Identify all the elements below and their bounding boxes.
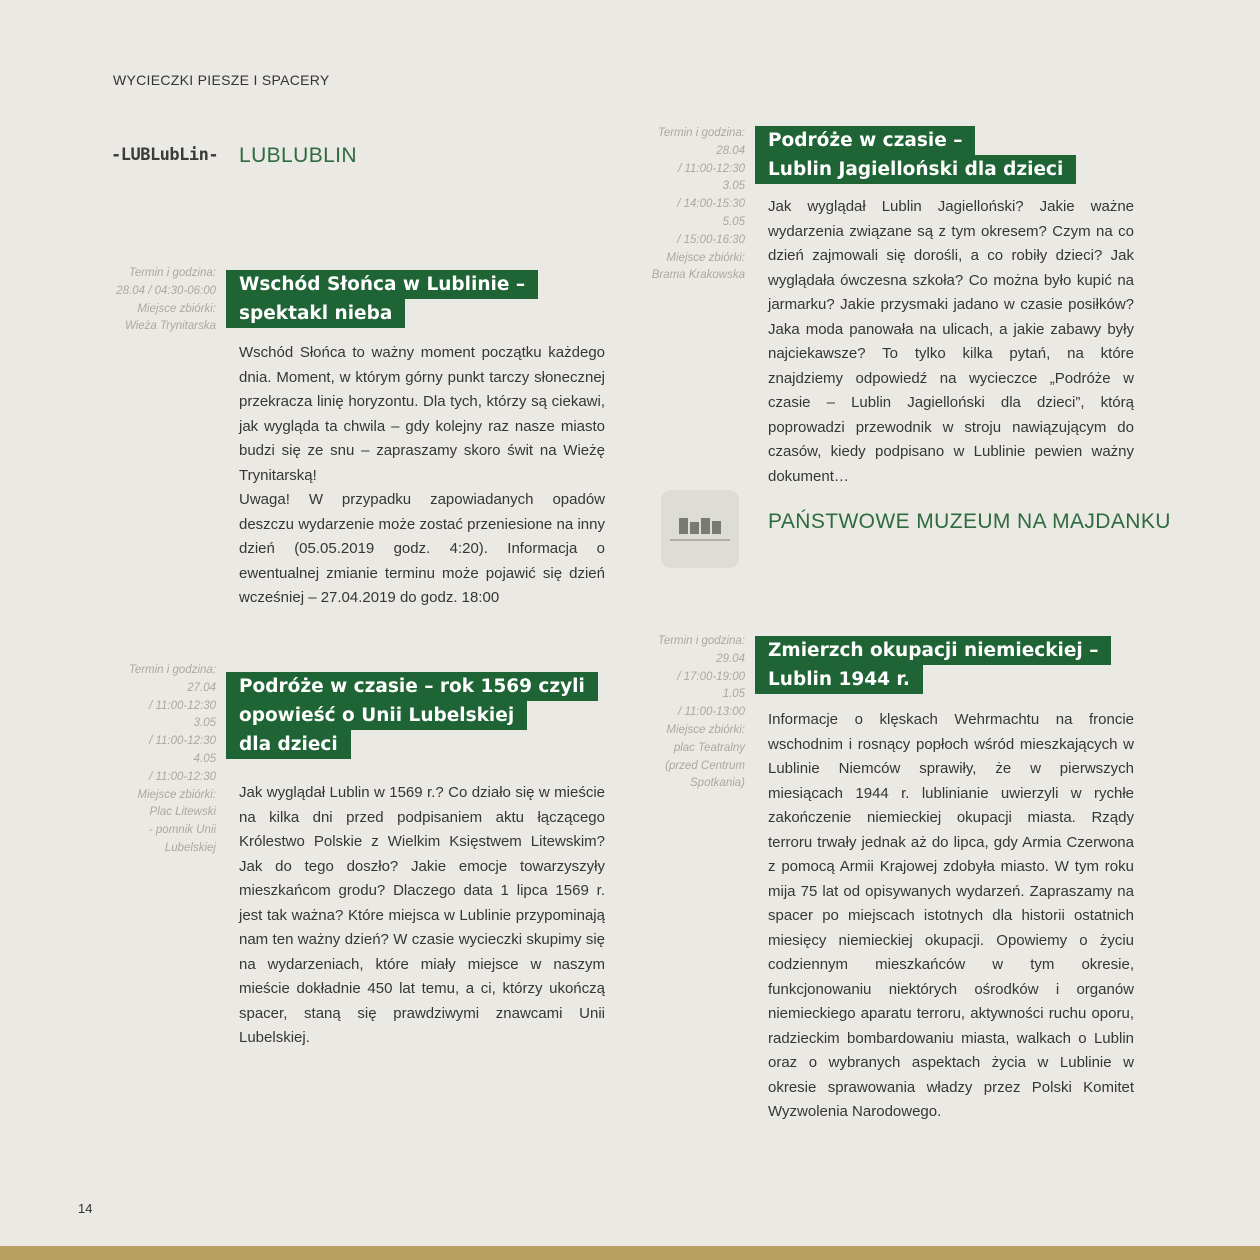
event-title-line: dla dzieci (226, 730, 351, 759)
meta-date: 3.05 (193, 717, 216, 730)
museum-logo-mark (679, 518, 721, 534)
meta-date: 28.04 (716, 144, 745, 157)
event-title (226, 672, 598, 759)
event-title-line: spektakl nieba (226, 299, 405, 328)
description-paragraph: Jak wyglądał Lublin Jagielloński? Jakie ważne wydarzenia związane są z tym okresem? Czym na co dzień zajmowali się dorośli, a co robiły dzieci? Jak wyglądała ówczesna szkoła? Co można było kupić na jarmarku? Jakie przysmaki jadano w czasie posiłków? Jaka moda panowała na ulicach, a jakie zabawy były najciekawsze? To tylko kilka pytań, na które znajdziemy odpowiedź na wycieczce „Podróże w czasie – Lublin Jagielloński dla dzieci”, którą poprowadzi przewodnik w stroju nawiązującym do czasów, kiedy podpisano w Lublinie pewien ważny dokument… (768, 198, 1134, 485)
meta-label: Miejsce zbiórki: (666, 723, 745, 736)
description-paragraph: Wschód Słońca to ważny moment początku każdego dnia. Moment, w którym górny punkt tarczy słonecznej przekracza linię horyzontu. Dla tych, którzy są ciekawi, jak wygląda ta chwila – gdy kolejny raz nasze miasto budzi się ze snu – zapraszamy skoro świt na Wieżę Trynitarską! (239, 344, 605, 484)
meta-time: / 11:00-12:30 (678, 162, 745, 175)
meta-place: plac Teatralny (673, 741, 745, 754)
meta-place: - pomnik Unii (148, 824, 216, 837)
event-description (239, 341, 605, 611)
description-paragraph: Jak wyglądał Lublin w 1569 r.? Co działo się w mieście na kilka dni przed podpisaniem aktu łączącego Królestwo Polskie z Wielkim Księstwem Litewskim? Jak do tego doszło? Jakie emocje towarzyszyły mieszkańcom grodu? Dlaczego data 1 lipca 1569 r. jest tak ważna? Które miejsca w Lublinie przypominają nam ten ważny dzień? W czasie wycieczki skupimy się na wydarzeniach, które miały miejsce w naszym mieście dokładnie 450 lat temu, a ci, którzy ukończą spacer, staną się prawdziwymi znawcami Unii Lubelskiej. (239, 784, 605, 1046)
meta-time: / 15:00-16:30 (677, 233, 745, 246)
meta-label: Miejsce zbiórki: (137, 788, 216, 801)
meta-label: Termin i godzina: (657, 127, 745, 139)
meta-label: Miejsce zbiórki: (666, 251, 745, 264)
meta-date: 1.05 (722, 688, 745, 701)
meta-time: / 14:00-15:30 (677, 198, 745, 211)
meta-time: / 11:00-12:30 (149, 735, 216, 748)
meta-place: Wieża Trynitarska (124, 320, 216, 333)
meta-time: / 17:00-19:00 (677, 670, 745, 683)
event-title-line: Podróże w czasie – rok 1569 czyli (226, 672, 598, 701)
page-number: 14 (78, 1201, 93, 1216)
meta-date: 3.05 (722, 180, 745, 193)
event-description (239, 781, 605, 1051)
meta-place: Spotkania) (690, 777, 745, 790)
meta-date: 28.04 / 04:30-06:00 (116, 284, 216, 297)
section-header: WYCIECZKI PIESZE I SPACERY (113, 72, 330, 88)
meta-label: Termin i godzina: (657, 635, 745, 647)
event-title (755, 636, 1111, 694)
meta-date: 29.04 (716, 652, 745, 665)
event-title-line: Podróże w czasie – (755, 126, 975, 155)
description-paragraph: Informacje o klęskach Wehrmachtu na froncie wschodnim i rosnący popłoch wśród mieszkających w Lublinie Niemców sprawiły, że w pierwszych miesiącach 1944 r. lublinianie uwierzyli w rychłe zakończenie niemieckiej okupacji miasta. Rządy terroru trwały jednak aż do lipca, gdy Armia Czerwona z pomocą Armii Krajowej zdobyła miasto. W tym roku mija 75 lat od opisywanych wydarzeń. Zapraszamy na spacer po miejscach istotnych dla historii ostatnich miesięcy niemieckiej okupacji. Opowiemy o życiu codziennym mieszkańców w tym okresie, funkcjonowaniu niektórych ośrodków i organów niemieckiego aparatu terroru, aktywności ruchu oporu, radzieckim bombardowaniu miasta, walkach o Lublin oraz o wybranych aspektach życia w Lublinie w okresie sprawowania władzy przez Polski Komitet Wyzwolenia Narodowego. (768, 711, 1134, 1120)
organizer-name-lublublin: LUBLUBLIN (239, 144, 357, 167)
event-title-line: Lublin Jagielloński dla dzieci (755, 155, 1076, 184)
meta-label: Miejsce zbiórki: (137, 302, 216, 315)
meta-time: / 11:00-12:30 (149, 699, 216, 712)
meta-place: Lubelskiej (164, 841, 216, 854)
event-title-line: Zmierzch okupacji niemieckiej – (755, 636, 1111, 665)
meta-date: 27.04 (187, 681, 216, 694)
event-title (226, 270, 538, 328)
event-title-line: Wschód Słońca w Lublinie – (226, 270, 538, 299)
majdanek-museum-logo (661, 490, 739, 568)
meta-time: / 11:00-12:30 (149, 770, 216, 783)
meta-time: / 11:00-13:00 (678, 706, 745, 719)
meta-date: 5.05 (722, 215, 745, 228)
bottom-bar (0, 1246, 1260, 1260)
event-meta (635, 125, 745, 285)
event-title-line: Lublin 1944 r. (755, 665, 923, 694)
meta-place: (przed Centrum (665, 759, 745, 772)
event-meta (635, 633, 745, 793)
event-title-line: opowieść o Unii Lubelskiej (226, 701, 527, 730)
description-paragraph: Uwaga! W przypadku zapowiadanych opadów deszczu wydarzenie może zostać przeniesione na inny dzień (05.05.2019 godz. 4:20). Informacja o ewentualnej zmianie terminu może pojawić się dzień wcześniej – 27.04.2019 do godz. 18:00 (239, 491, 605, 606)
event-meta (106, 662, 216, 858)
meta-place: Plac Litewski (149, 806, 216, 819)
meta-place: Brama Krakowska (651, 269, 745, 282)
meta-label: Termin i godzina: (128, 267, 216, 279)
organizer-name-majdanek: PAŃSTWOWE MUZEUM NA MAJDANKU (768, 510, 1171, 533)
lublublin-logo: -LUBLubLin- (111, 145, 219, 165)
event-description (768, 195, 1134, 489)
event-title (755, 126, 1076, 184)
meta-date: 4.05 (193, 752, 216, 765)
event-meta (106, 265, 216, 336)
meta-label: Termin i godzina: (128, 664, 216, 676)
event-description (768, 708, 1134, 1125)
